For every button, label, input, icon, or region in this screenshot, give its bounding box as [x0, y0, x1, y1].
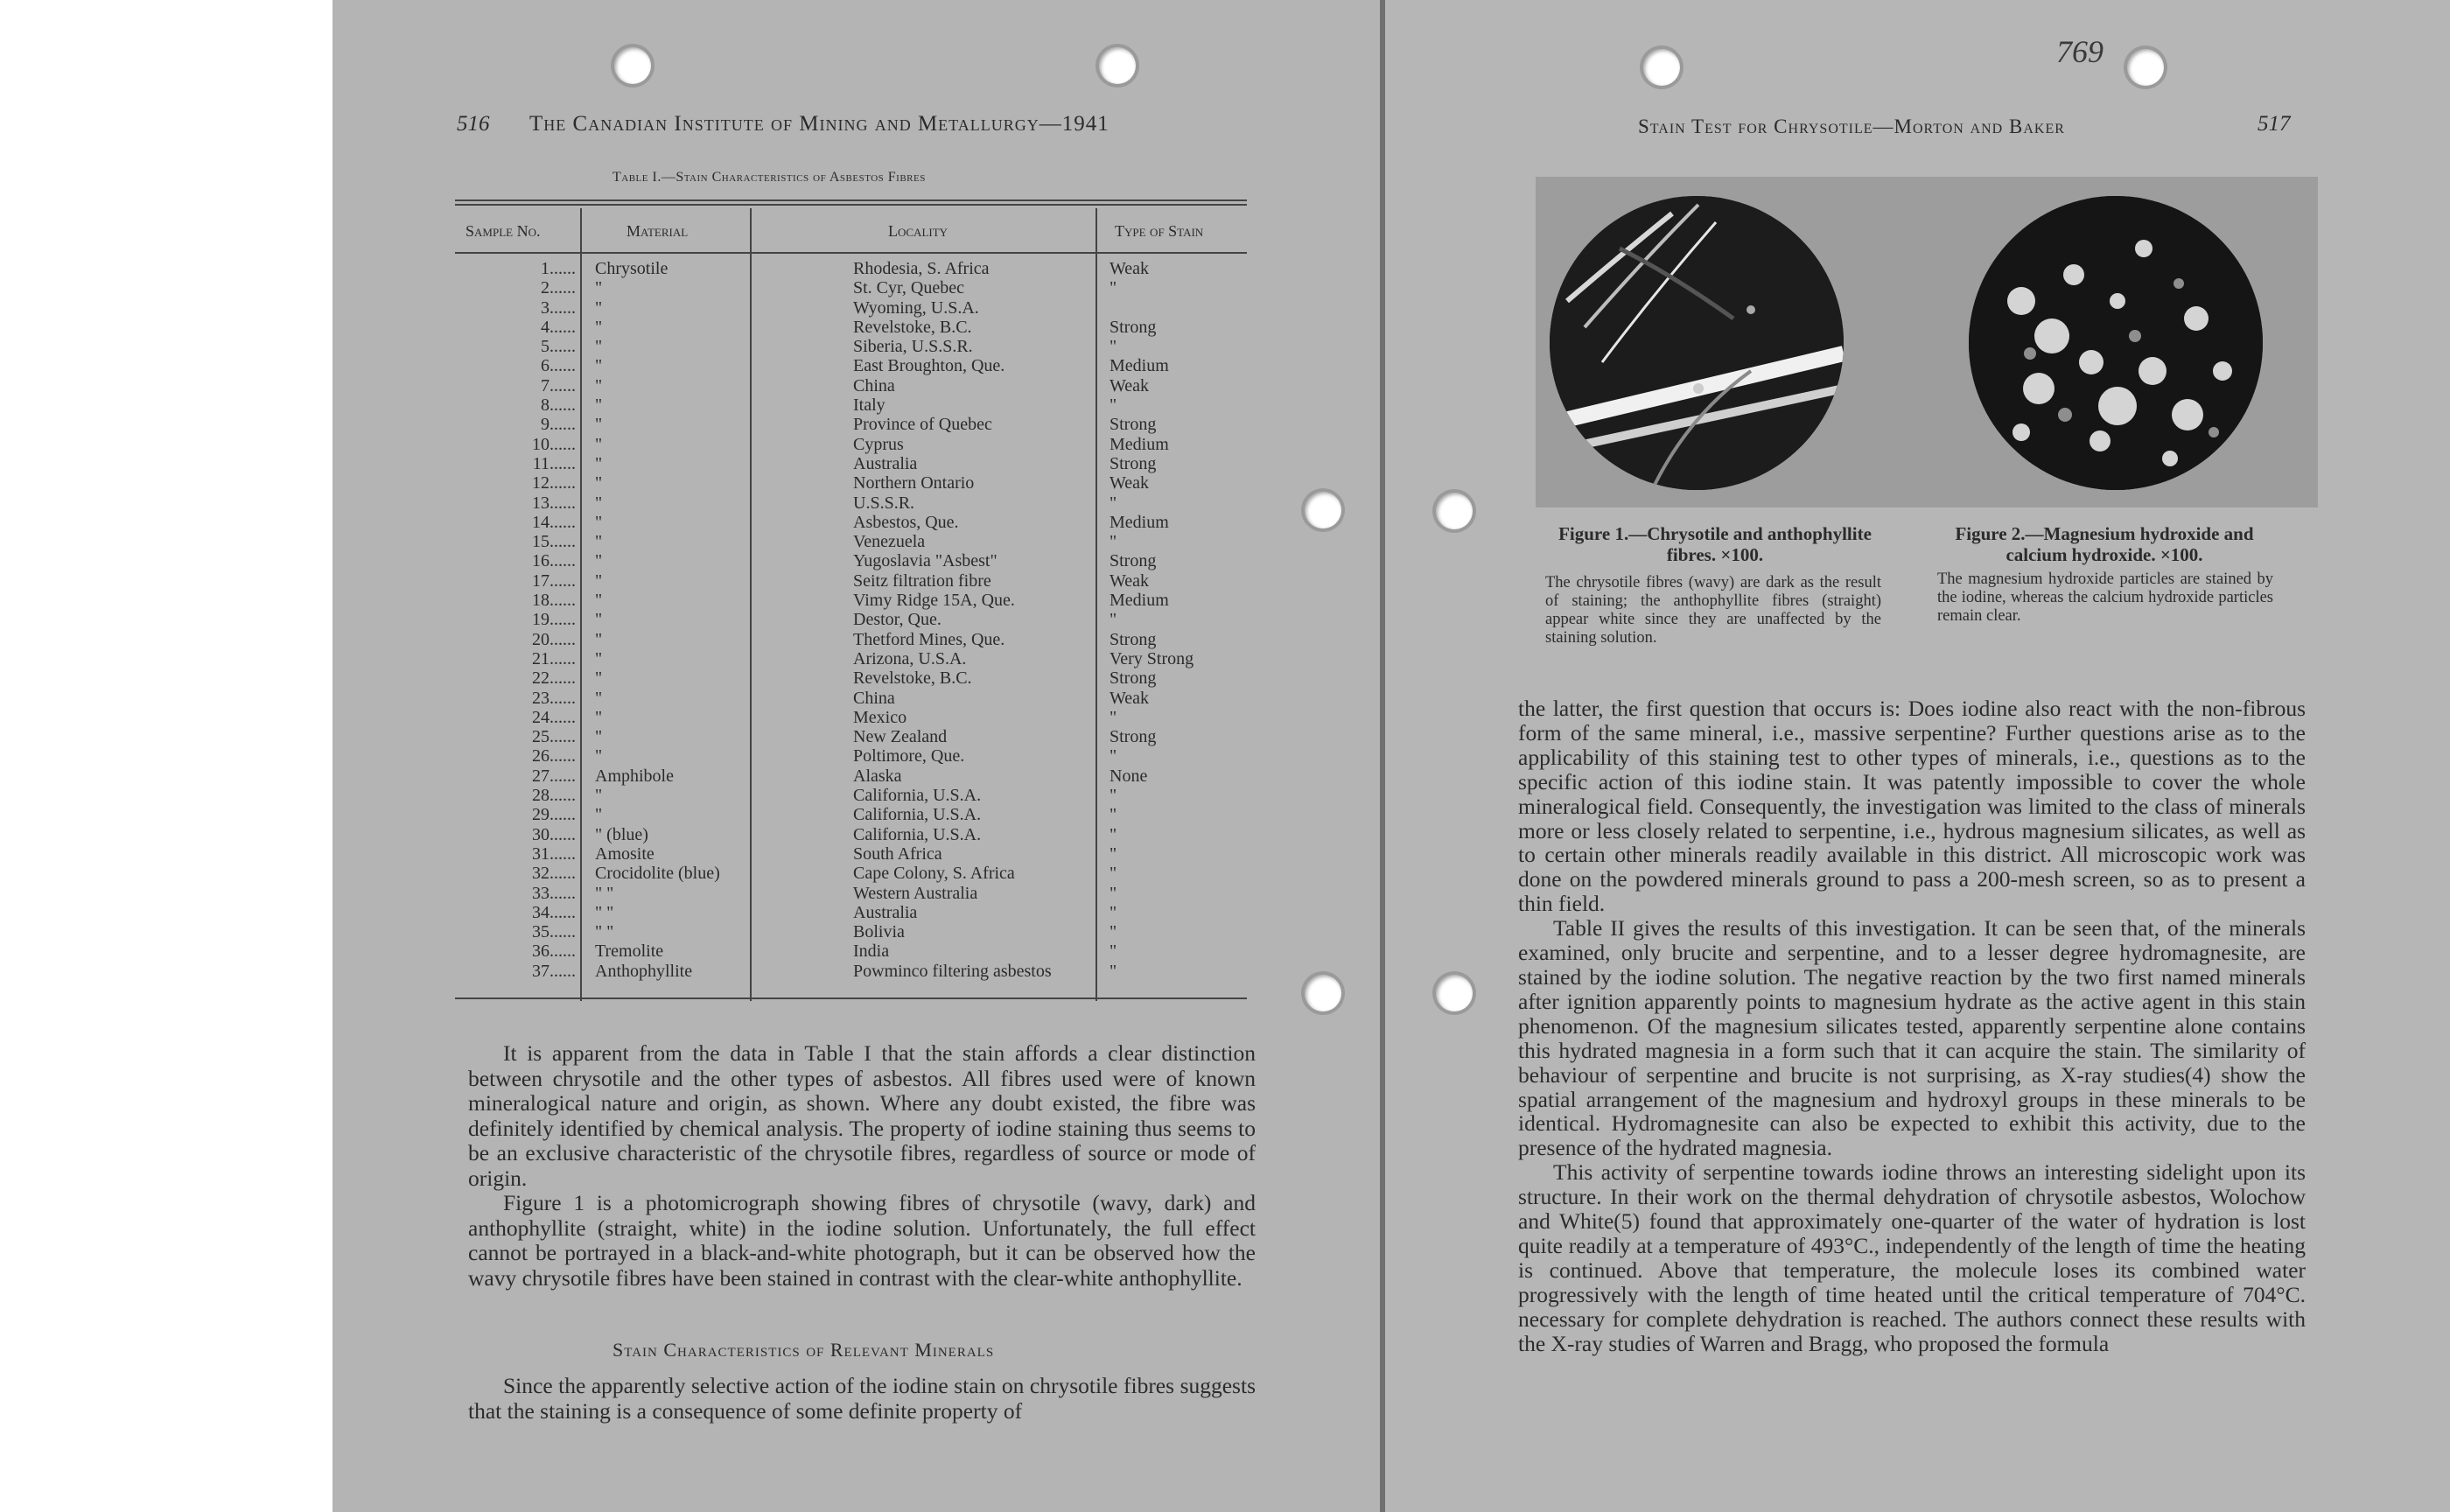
table-row	[455, 278, 1247, 298]
stain-type-cell: Strong	[1110, 415, 1157, 435]
stain-type-cell: "	[1110, 493, 1117, 513]
locality-cell: Seitz filtration fibre	[853, 570, 991, 591]
material-cell: Anthophyllite	[595, 961, 693, 981]
material-cell: "	[595, 746, 603, 766]
locality-cell: California, U.S.A.	[853, 824, 982, 844]
locality-cell: China	[853, 688, 895, 708]
material-cell: "	[595, 610, 603, 630]
locality-cell: California, U.S.A.	[853, 805, 982, 825]
figure-1-description: The chrysotile fibres (wavy) are dark as the result of staining; the anthophyllite fibres (straight) appear white since they are unaffected by the staining solution.	[1545, 574, 1881, 647]
material-cell: " "	[595, 883, 614, 903]
material-cell: "	[595, 532, 603, 552]
locality-cell: Thetford Mines, Que.	[853, 629, 1005, 649]
paragraph: This activity of serpentine towards iodine throws an interesting sidelight upon its structure. In their work on the thermal dehydration of chrysotile asbestos, Wolochow and White(5) found that approximately one-quarter of the water of hydration is lost quite readily at a temperature of 493°C., independently of the length of time the heating is continued. Above that temperature, the molecule loses its combined water progressively with the length of time heated until the critical temperature of 704°C. necessary for complete dehydration is reached. The authors connect these results with the X-ray studies of Warren and Bragg, who proposed the formula	[1518, 1159, 2306, 1356]
paragraph: the latter, the first question that occurs is: Does iodine also react with the non-fibrous form of the same mineral, i.e., massive serpentine? Further questions arise as to the applicability of this staining test to other types of minerals, i.e., questions as to the specific action of this iodine stain. It was patently impossible to cover the whole mineralogical field. Consequently, the investigation was limited to the class of minerals more or less closely related to serpentine, i.e., hydrous magnesium silicates, as well as to certain other minerals readily available in this district. All microscopic work was done on the powdered minerals ground to pass a 200-mesh screen, so as to present a thin field.	[1518, 696, 2306, 917]
paragraph: Figure 1 is a photomicrograph showing fibres of chrysotile (wavy, dark) and anthophyllite (straight, white) in the iodine solution. Unfortunately, the full effect cannot be portrayed in a black-and-white photograph, but it can be observed how the wavy chrysotile fibres have been stained in contrast with the clear-white anthophyllite.	[468, 1190, 1256, 1291]
locality-cell: Australia	[853, 902, 918, 922]
material-cell: "	[595, 805, 603, 825]
sample-no-cell: 35......	[532, 922, 576, 942]
sample-no-cell: 37......	[532, 961, 576, 981]
material-cell: "	[595, 434, 603, 454]
paragraph: Table II gives the results of this investigation. It can be seen that, of the minerals examined, only brucite and serpentine, and to a lesser degree hydromagnesite, are stained by the iodine solution. The negative reaction by the two first named minerals after ignition apparently points to magnesium hydrate as the active agent in this stain phenomenon. Of the magnesium silicates tested, apparently serpentine alone contains this hydrated magnesia in a form such that it can acquire the stain. The similarity of behaviour of serpentine and brucite is not surprising, as X-ray studies(4) show the spatial arrangement of the magnesium and hydroxyl groups in these minerals to be identical. Hydromagnesite can also be expected to exhibit this activity, due to the presence of the hydrated magnesia.	[1518, 915, 2306, 1161]
header-locality: Locality	[888, 222, 948, 240]
locality-cell: Bolivia	[853, 922, 905, 942]
page-number: 516	[457, 112, 490, 136]
material-cell: Amphibole	[595, 766, 674, 786]
material-cell: "	[595, 648, 603, 668]
locality-cell: Wyoming, U.S.A.	[853, 298, 979, 318]
material-cell: "	[595, 668, 603, 689]
left-body-text	[468, 1041, 1256, 1291]
page-number: 517	[2258, 112, 2291, 136]
table-caption: Table I.—Stain Characteristics of Asbestos Fibres	[612, 170, 926, 185]
material-cell: Amosite	[595, 844, 654, 864]
sample-no-cell: 21......	[532, 648, 576, 668]
table-row	[455, 727, 1247, 746]
right-body-text	[1518, 696, 2306, 1355]
binder-hole	[1099, 47, 1136, 84]
stain-type-cell: "	[1110, 337, 1117, 357]
binder-hole	[1305, 492, 1341, 528]
material-cell: "	[595, 688, 603, 708]
material-cell: "	[595, 473, 603, 494]
sample-no-cell: 31......	[532, 844, 576, 864]
table-row	[455, 922, 1247, 942]
material-cell: " "	[595, 922, 614, 942]
table-bottom-rule	[455, 998, 1247, 999]
locality-cell: Siberia, U.S.S.R.	[853, 337, 973, 357]
material-cell: "	[595, 337, 603, 357]
locality-cell: Revelstoke, B.C.	[853, 668, 972, 689]
material-cell: "	[595, 415, 603, 435]
material-cell: Crocidolite (blue)	[595, 864, 720, 884]
locality-cell: East Broughton, Que.	[853, 356, 1005, 376]
sample-no-cell: 2......	[541, 278, 576, 298]
material-cell: " (blue)	[595, 824, 648, 844]
stain-type-cell: "	[1110, 746, 1117, 766]
locality-cell: Province of Quebec	[853, 415, 992, 435]
stain-type-cell: Very Strong	[1110, 648, 1194, 668]
table-header-rule	[455, 252, 1247, 254]
sample-no-cell: 8......	[541, 396, 576, 416]
material-cell: "	[595, 786, 603, 806]
sample-no-cell: 9......	[541, 415, 576, 435]
table-row	[455, 396, 1247, 415]
locality-cell: South Africa	[853, 844, 942, 864]
material-cell: "	[595, 375, 603, 396]
stain-type-cell: Weak	[1110, 473, 1150, 494]
stain-type-cell: Strong	[1110, 551, 1157, 571]
locality-cell: Italy	[853, 396, 886, 416]
table-row	[455, 571, 1247, 591]
table-row	[455, 435, 1247, 454]
table-row	[455, 649, 1247, 668]
stain-type-cell: "	[1110, 805, 1117, 825]
material-cell: "	[595, 298, 603, 318]
left-body-text-end	[468, 1374, 1256, 1424]
header-sample-no: Sample No.	[466, 222, 541, 240]
locality-cell: St. Cyr, Quebec	[853, 278, 964, 298]
sample-no-cell: 14......	[532, 512, 576, 532]
table-top-rule	[455, 200, 1247, 201]
paragraph: Since the apparently selective action of the iodine stain on chrysotile fibres suggests that the staining is a consequence of some definite property of	[468, 1373, 1256, 1424]
table-row	[455, 298, 1247, 318]
stain-type-cell: Strong	[1110, 453, 1157, 473]
table-top-rule	[455, 204, 1247, 206]
table-row	[455, 903, 1247, 922]
table-row	[455, 356, 1247, 375]
table-row	[455, 610, 1247, 629]
sample-no-cell: 10......	[532, 434, 576, 454]
figure-2-title: Figure 2.—Magnesium hydroxide and calcium hydroxide. ×100.	[1955, 523, 2254, 565]
sample-no-cell: 34......	[532, 902, 576, 922]
stain-type-cell: Medium	[1110, 591, 1169, 611]
stain-type-cell: "	[1110, 883, 1117, 903]
binder-hole	[1436, 975, 1473, 1012]
stain-table	[455, 200, 1247, 1001]
stain-type-cell: Weak	[1110, 259, 1150, 278]
locality-cell: Asbestos, Que.	[853, 512, 959, 532]
running-head: The Canadian Institute of Mining and Metallurgy—1941	[529, 112, 1110, 136]
locality-cell: Australia	[853, 453, 918, 473]
stain-type-cell: Weak	[1110, 570, 1150, 591]
binder-hole	[1436, 493, 1473, 529]
table-row	[455, 532, 1247, 551]
stain-type-cell: "	[1110, 902, 1117, 922]
stain-type-cell: "	[1110, 864, 1117, 884]
stain-type-cell: "	[1110, 786, 1117, 806]
binder-hole	[2127, 49, 2164, 86]
stain-type-cell: "	[1110, 961, 1117, 981]
table-row	[455, 630, 1247, 649]
header-type-of-stain: Type of Stain	[1115, 222, 1204, 240]
sample-no-cell: 26......	[532, 746, 576, 766]
binder-hole	[1643, 49, 1680, 86]
stain-type-cell: Strong	[1110, 668, 1157, 689]
stain-type-cell: Medium	[1110, 512, 1169, 532]
locality-cell: Northern Ontario	[853, 473, 975, 494]
material-cell: "	[595, 317, 603, 337]
material-cell: Chrysotile	[595, 259, 668, 278]
figure-2-description: The magnesium hydroxide particles are stained by the iodine, whereas the calcium hydroxide particles remain clear.	[1937, 570, 2273, 625]
stain-type-cell: Weak	[1110, 375, 1150, 396]
locality-cell: Vimy Ridge 15A, Que.	[853, 591, 1015, 611]
table-row	[455, 864, 1247, 883]
page-gutter	[1380, 0, 1385, 1512]
locality-cell: New Zealand	[853, 727, 948, 747]
stain-type-cell: Medium	[1110, 356, 1169, 376]
locality-cell: Alaska	[853, 766, 902, 786]
locality-cell: Cyprus	[853, 434, 904, 454]
sample-no-cell: 17......	[532, 570, 576, 591]
sample-no-cell: 20......	[532, 629, 576, 649]
table-row	[455, 746, 1247, 766]
binder-hole	[1305, 975, 1341, 1012]
figure-2-photomicrograph	[1969, 196, 2263, 490]
sample-no-cell: 27......	[532, 766, 576, 786]
header-material: Material	[626, 222, 689, 240]
sample-no-cell: 29......	[532, 805, 576, 825]
material-cell: "	[595, 591, 603, 611]
binder-hole	[614, 47, 651, 84]
locality-cell: Poltimore, Que.	[853, 746, 965, 766]
material-cell: "	[595, 707, 603, 727]
locality-cell: Mexico	[853, 707, 907, 727]
stain-type-cell: Strong	[1110, 317, 1157, 337]
locality-cell: Powminco filtering asbestos	[853, 961, 1052, 981]
table-row	[455, 766, 1247, 786]
table-row	[455, 962, 1247, 981]
table-row	[455, 259, 1247, 278]
locality-cell: Cape Colony, S. Africa	[853, 864, 1015, 884]
material-cell: "	[595, 396, 603, 416]
sample-no-cell: 1......	[541, 259, 576, 278]
sample-no-cell: 32......	[532, 864, 576, 884]
material-cell: "	[595, 629, 603, 649]
handwritten-annotation: 769	[2056, 34, 2104, 69]
table-row	[455, 844, 1247, 864]
sample-no-cell: 6......	[541, 356, 576, 376]
sample-no-cell: 24......	[532, 707, 576, 727]
locality-cell: Arizona, U.S.A.	[853, 648, 967, 668]
stain-type-cell: "	[1110, 707, 1117, 727]
photomicrograph-plate	[1536, 177, 2318, 508]
table-row	[455, 473, 1247, 493]
figure-1-title: Figure 1.—Chrysotile and anthophyllite fibres. ×100.	[1558, 523, 1872, 565]
running-head: Stain Test for Chrysotile—Morton and Baker	[1638, 116, 2065, 137]
sample-no-cell: 25......	[532, 727, 576, 747]
sample-no-cell: 22......	[532, 668, 576, 689]
paragraph: It is apparent from the data in Table I that the stain affords a clear distinction between chrysotile and the other types of asbestos. All fibres used were of known mineralogical nature and origin, as shown. Where any doubt existed, the fibre was definitely identified by chemical analysis. The property of iodine staining thus seems to be an exclusive characteristic of the chrysotile fibres, regardless of source or mode of origin.	[468, 1040, 1256, 1191]
sample-no-cell: 18......	[532, 591, 576, 611]
stain-type-cell: "	[1110, 942, 1117, 962]
sample-no-cell: 33......	[532, 883, 576, 903]
stain-type-cell: "	[1110, 396, 1117, 416]
sample-no-cell: 30......	[532, 824, 576, 844]
stain-type-cell: "	[1110, 278, 1117, 298]
stain-type-cell: Weak	[1110, 688, 1150, 708]
table-row	[455, 376, 1247, 396]
sample-no-cell: 12......	[532, 473, 576, 494]
figure-1-photomicrograph	[1550, 196, 1844, 490]
sample-no-cell: 11......	[532, 453, 576, 473]
sample-no-cell: 7......	[541, 375, 576, 396]
stain-type-cell: None	[1110, 766, 1148, 786]
stain-type-cell: "	[1110, 824, 1117, 844]
stain-type-cell: "	[1110, 922, 1117, 942]
locality-cell: China	[853, 375, 895, 396]
table-body	[455, 259, 1247, 981]
sample-no-cell: 23......	[532, 688, 576, 708]
sample-no-cell: 19......	[532, 610, 576, 630]
sample-no-cell: 3......	[541, 298, 576, 318]
table-row	[455, 805, 1247, 824]
locality-cell: Western Australia	[853, 883, 978, 903]
table-row	[455, 825, 1247, 844]
stain-type-cell: "	[1110, 532, 1117, 552]
stain-type-cell: Strong	[1110, 629, 1157, 649]
locality-cell: Revelstoke, B.C.	[853, 317, 972, 337]
material-cell: "	[595, 570, 603, 591]
table-row	[455, 551, 1247, 570]
locality-cell: Yugoslavia "Asbest"	[853, 551, 998, 571]
table-row	[455, 494, 1247, 513]
material-cell: "	[595, 278, 603, 298]
stain-type-cell: Medium	[1110, 434, 1169, 454]
material-cell: "	[595, 493, 603, 513]
material-cell: " "	[595, 902, 614, 922]
table-row	[455, 591, 1247, 610]
material-cell: "	[595, 453, 603, 473]
locality-cell: California, U.S.A.	[853, 786, 982, 806]
table-row	[455, 884, 1247, 903]
table-row	[455, 708, 1247, 727]
sample-no-cell: 4......	[541, 317, 576, 337]
sample-no-cell: 13......	[532, 493, 576, 513]
table-row	[455, 668, 1247, 688]
locality-cell: India	[853, 942, 890, 962]
section-heading: Stain Characteristics of Relevant Minerals	[612, 1339, 995, 1361]
locality-cell: Destor, Que.	[853, 610, 942, 630]
table-row	[455, 318, 1247, 337]
sample-no-cell: 15......	[532, 532, 576, 552]
material-cell: "	[595, 727, 603, 747]
material-cell: Tremolite	[595, 942, 664, 962]
locality-cell: U.S.S.R.	[853, 493, 915, 513]
table-row	[455, 689, 1247, 708]
stain-type-cell: "	[1110, 610, 1117, 630]
table-row	[455, 337, 1247, 356]
material-cell: "	[595, 551, 603, 571]
stain-type-cell: Strong	[1110, 727, 1157, 747]
sample-no-cell: 5......	[541, 337, 576, 357]
table-row	[455, 942, 1247, 961]
material-cell: "	[595, 356, 603, 376]
table-row	[455, 415, 1247, 434]
table-row	[455, 786, 1247, 805]
material-cell: "	[595, 512, 603, 532]
stain-type-cell: "	[1110, 844, 1117, 864]
table-row	[455, 454, 1247, 473]
sample-no-cell: 36......	[532, 942, 576, 962]
table-row	[455, 513, 1247, 532]
locality-cell: Rhodesia, S. Africa	[853, 259, 990, 278]
locality-cell: Venezuela	[853, 532, 926, 552]
sample-no-cell: 28......	[532, 786, 576, 806]
sample-no-cell: 16......	[532, 551, 576, 571]
